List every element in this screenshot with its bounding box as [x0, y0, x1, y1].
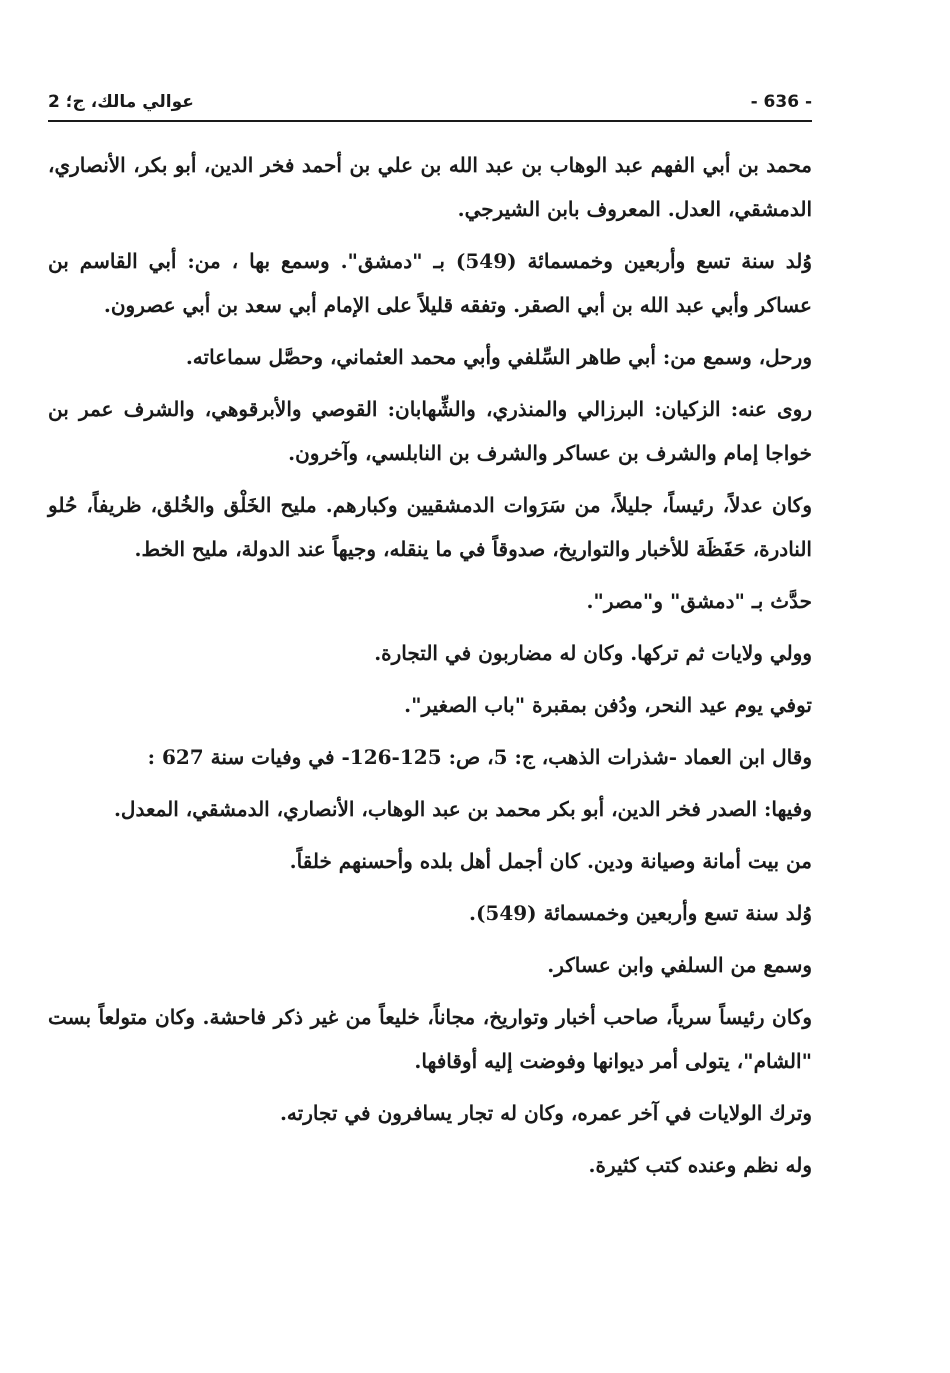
body-text: [48, 143, 812, 1195]
paragraph-quote-intro: وفيها: الصدر فخر الدين، أبو بكر محمد بن عبد الوهاب، الأنصاري، الدمشقي، المعدل.: [113, 797, 812, 821]
paragraph-intro: محمد بن أبي الفهم عبد الوهاب بن عبد الله بن علي بن أحمد فخر الدين، أبو بكر، الأنصاري، الدمشقي، العدل. المعروف بابن الشيرجي.: [48, 153, 812, 221]
paragraph-travel: ورحل، وسمع من: أبي طاهر السِّلفي وأبي محمد العثماني، وحصَّل سماعاته.: [185, 345, 812, 369]
paragraph-leader: وكان رئيساً سرياً، صاحب أخبار وتواريخ، مجاناً، خليعاً من غير ذكر فاحشة. وكان متولعاً بست "الشام"، يتولى أمر ديوانها وفوضت إليه أوقافها.: [48, 1005, 812, 1073]
paragraph-narrators: روى عنه: الزكيان: البرزالي والمنذري، والشِّهابان: القوصي والأبرقوهي، والشرف عمر بن خواجا إمام والشرف بن عساكر والشرف بن النابلسي، وآخرون.: [48, 397, 812, 465]
paragraph-offices: وولي ولايات ثم تركها. وكان له مضاربون في التجارة.: [374, 641, 812, 665]
paragraph-narrated: حدَّث بـ "دمشق" و"مصر".: [586, 589, 812, 613]
running-header: [48, 88, 812, 122]
page-number: - 636 -: [750, 92, 812, 112]
running-title: عوالي مالك، ج؛ 2: [48, 92, 194, 112]
paragraph-heard: وسمع من السلفي وابن عساكر.: [547, 953, 812, 977]
paragraph-birth-2: وُلد سنة تسع وأربعين وخمسمائة (549).: [468, 901, 812, 925]
paragraph-character: وكان عدلاً، رئيساً، جليلاً، من سَرَوات الدمشقيين وكبارهم. مليح الخَلْق والخُلق، ظريفاً، حُلو النادرة، حَفَظَة للأخبار والتواريخ، صدوقاً في ما ينقله، وجيهاً عند الدولة، مليح الخط.: [48, 493, 812, 561]
paragraph-ibn-imad: وقال ابن العماد -شذرات الذهب، ج: 5، ص: 125-126- في وفيات سنة 627 :: [147, 745, 812, 769]
paragraph-death: توفي يوم عيد النحر، ودُفن بمقبرة "باب الصغير".: [404, 693, 812, 717]
paragraph-family: من بيت أمانة وصيانة ودين. كان أجمل أهل بلده وأحسنهم خلقاً.: [289, 849, 812, 873]
paragraph-birth: وُلد سنة تسع وأربعين وخمسمائة (549) بـ "دمشق". وسمع بها ، من: أبي القاسم بن عساكر وأبي عبد الله بن أبي الصقر. وتفقه قليلاً على الإمام أبي سعد بن أبي عصرون.: [48, 249, 812, 317]
paragraph-retire: وترك الولايات في آخر عمره، وكان له تجار يسافرون في تجارته.: [279, 1101, 812, 1125]
paragraph-books: وله نظم وعنده كتب كثيرة.: [588, 1153, 812, 1177]
